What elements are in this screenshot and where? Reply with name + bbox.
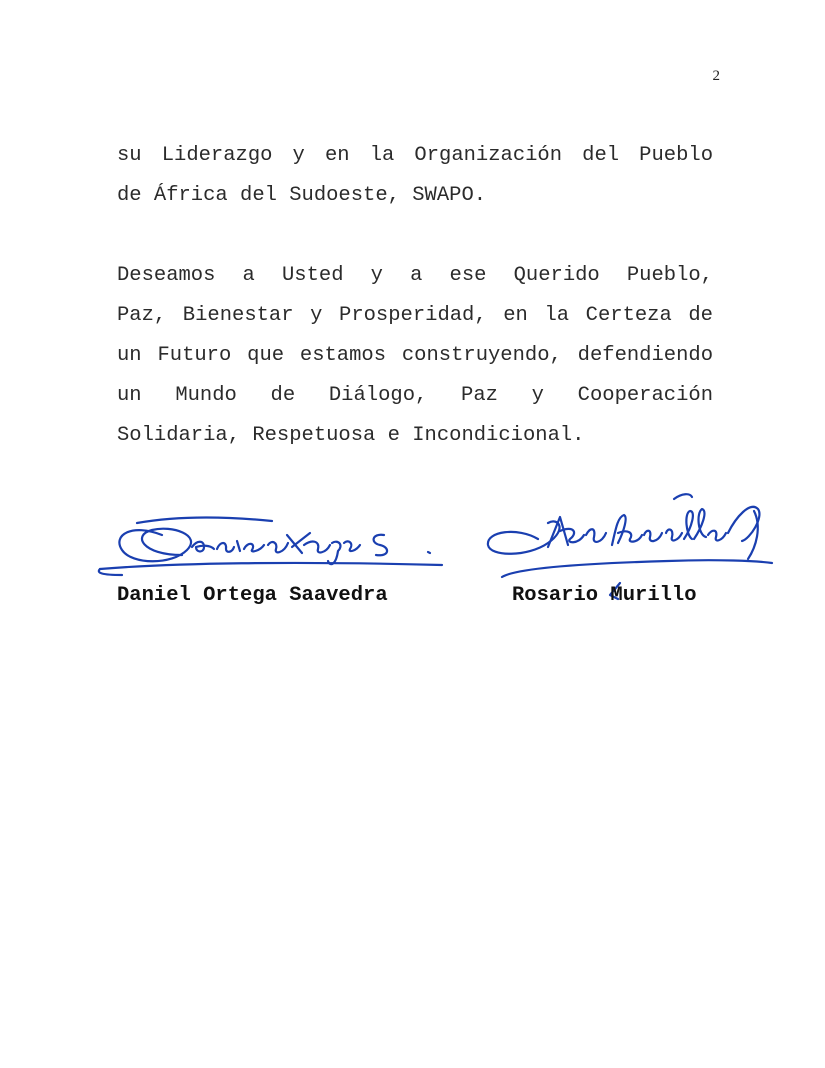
paragraph-1 (117, 136, 713, 216)
signature-daniel-ortega (92, 505, 452, 585)
paragraph-line: su Liderazgo y en la Organización del Pueblo (117, 144, 713, 167)
paragraph-line: un Futuro que estamos construyendo, defendiendo (117, 344, 713, 367)
signer-name: Rosario Murillo (512, 584, 697, 607)
signer-name: Daniel Ortega Saavedra (117, 584, 388, 607)
page-number: 2 (712, 68, 720, 84)
paragraph-line: Deseamos a Usted y a ese Querido Pueblo, (117, 264, 713, 287)
paragraph-2 (117, 256, 713, 456)
paragraph-line: de África del Sudoeste, SWAPO. (117, 184, 487, 207)
paragraph-line: Solidaria, Respetuosa e Incondicional. (117, 424, 585, 447)
paragraph-line: un Mundo de Diálogo, Paz y Cooperación (117, 384, 713, 407)
paragraph-line: Paz, Bienestar y Prosperidad, en la Certeza de (117, 304, 713, 327)
